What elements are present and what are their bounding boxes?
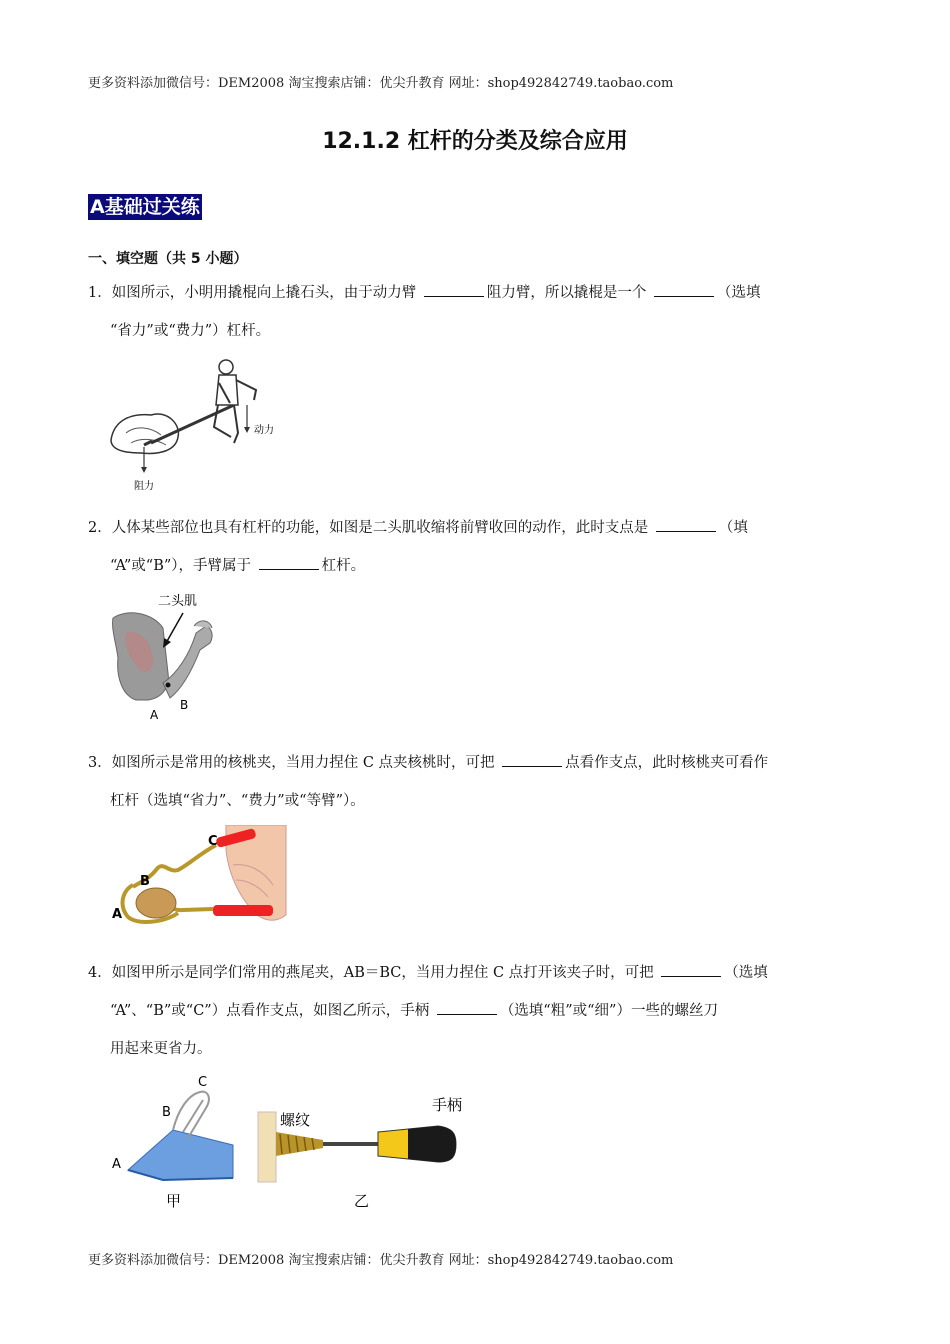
fig1-label-resistance: 阻力 — [134, 481, 154, 492]
wood-block — [258, 1112, 276, 1182]
q3-text-a: 3．如图所示是常用的核桃夹，当用力捏住 C 点夹核桃时，可把 — [88, 755, 495, 771]
q1-text-d: “省力”或“费力”）杠杆。 — [110, 323, 271, 339]
fig1-label-power: 动力 — [254, 425, 274, 436]
page-footer: 更多资料添加微信号：DEM2008 淘宝搜索店铺：优尖升教育 网址：shop492842749.taobao.com — [88, 1253, 674, 1268]
fig4-label-yi: 乙 — [354, 1192, 370, 1210]
fig4-label-c: C — [198, 1075, 208, 1090]
part-heading: 一、填空题（共 5 小题） — [88, 251, 248, 267]
fig2-label-a: A — [150, 708, 159, 722]
q2-text-d: 杠杆。 — [321, 558, 366, 574]
lower-handle — [213, 905, 273, 916]
fig4-label-a: A — [112, 1157, 121, 1172]
q1-blank-2[interactable] — [654, 280, 714, 297]
crowbar-figure — [106, 355, 286, 495]
q1-text-a: 1．如图所示，小明用撬棍向上撬石头，由于动力臂 — [88, 285, 417, 301]
clip-screwdriver-figure — [108, 1070, 508, 1215]
q3-text-c: 杠杆（选填“省力”、“费力”或“等臂”）。 — [110, 793, 365, 809]
q4-blank-2[interactable] — [437, 998, 497, 1015]
arm-figure — [108, 588, 218, 723]
q2-blank-1[interactable] — [656, 515, 716, 532]
fig3-label-a: A — [112, 907, 123, 922]
q2-text-b: （填 — [718, 520, 748, 536]
fig2-label-biceps: 二头肌 — [158, 594, 198, 609]
fig4-label-thread: 螺纹 — [280, 1111, 311, 1129]
q2-text-c: “A”或“B”），手臂属于 — [110, 558, 252, 574]
question-3 — [88, 744, 868, 820]
section-heading: A基础过关练 — [90, 196, 200, 218]
page-title: 12.1.2 杠杆的分类及综合应用 — [322, 129, 628, 154]
fig4-label-b: B — [162, 1105, 171, 1120]
q4-text-c: “A”、“B”或“C”）点看作支点，如图乙所示，手柄 — [110, 1003, 430, 1019]
page-header: 更多资料添加微信号：DEM2008 淘宝搜索店铺：优尖升教育 网址：shop492842749.taobao.com — [88, 76, 674, 91]
walnut — [136, 888, 176, 918]
q4-blank-1[interactable] — [661, 960, 721, 977]
q3-text-b: 点看作支点，此时核桃夹可看作 — [565, 755, 769, 771]
q4-text-d: （选填“粗”或“细”）一些的螺丝刀 — [499, 1003, 718, 1019]
question-2 — [88, 509, 868, 585]
fig4-label-jia: 甲 — [166, 1192, 182, 1210]
q4-text-b: （选填 — [724, 965, 768, 981]
fig2-label-b: B — [180, 698, 189, 712]
q1-text-b: 阻力臂，所以撬棍是一个 — [486, 285, 647, 301]
binder-clip-body — [128, 1130, 233, 1180]
fig3-label-b: B — [140, 874, 150, 889]
q1-text-c: （选填 — [716, 285, 761, 301]
q4-text-a: 4．如图甲所示是同学们常用的燕尾夹，AB＝BC，当用力捏住 C 点打开该夹子时，可把 — [88, 965, 654, 981]
fig4-label-handle: 手柄 — [432, 1096, 463, 1114]
q2-blank-2[interactable] — [259, 553, 319, 570]
question-1 — [88, 274, 868, 350]
question-4 — [88, 954, 868, 1068]
q4-text-e: 用起来更省力。 — [110, 1041, 212, 1057]
person-head — [219, 360, 233, 374]
q1-blank-1[interactable] — [424, 280, 484, 297]
fig3-label-c: C — [208, 834, 218, 849]
nutcracker-figure — [108, 825, 288, 935]
q2-text-a: 2．人体某些部位也具有杠杆的功能，如图是二头肌收缩将前臂收回的动作，此时支点是 — [88, 520, 649, 536]
q3-blank-1[interactable] — [502, 750, 562, 767]
